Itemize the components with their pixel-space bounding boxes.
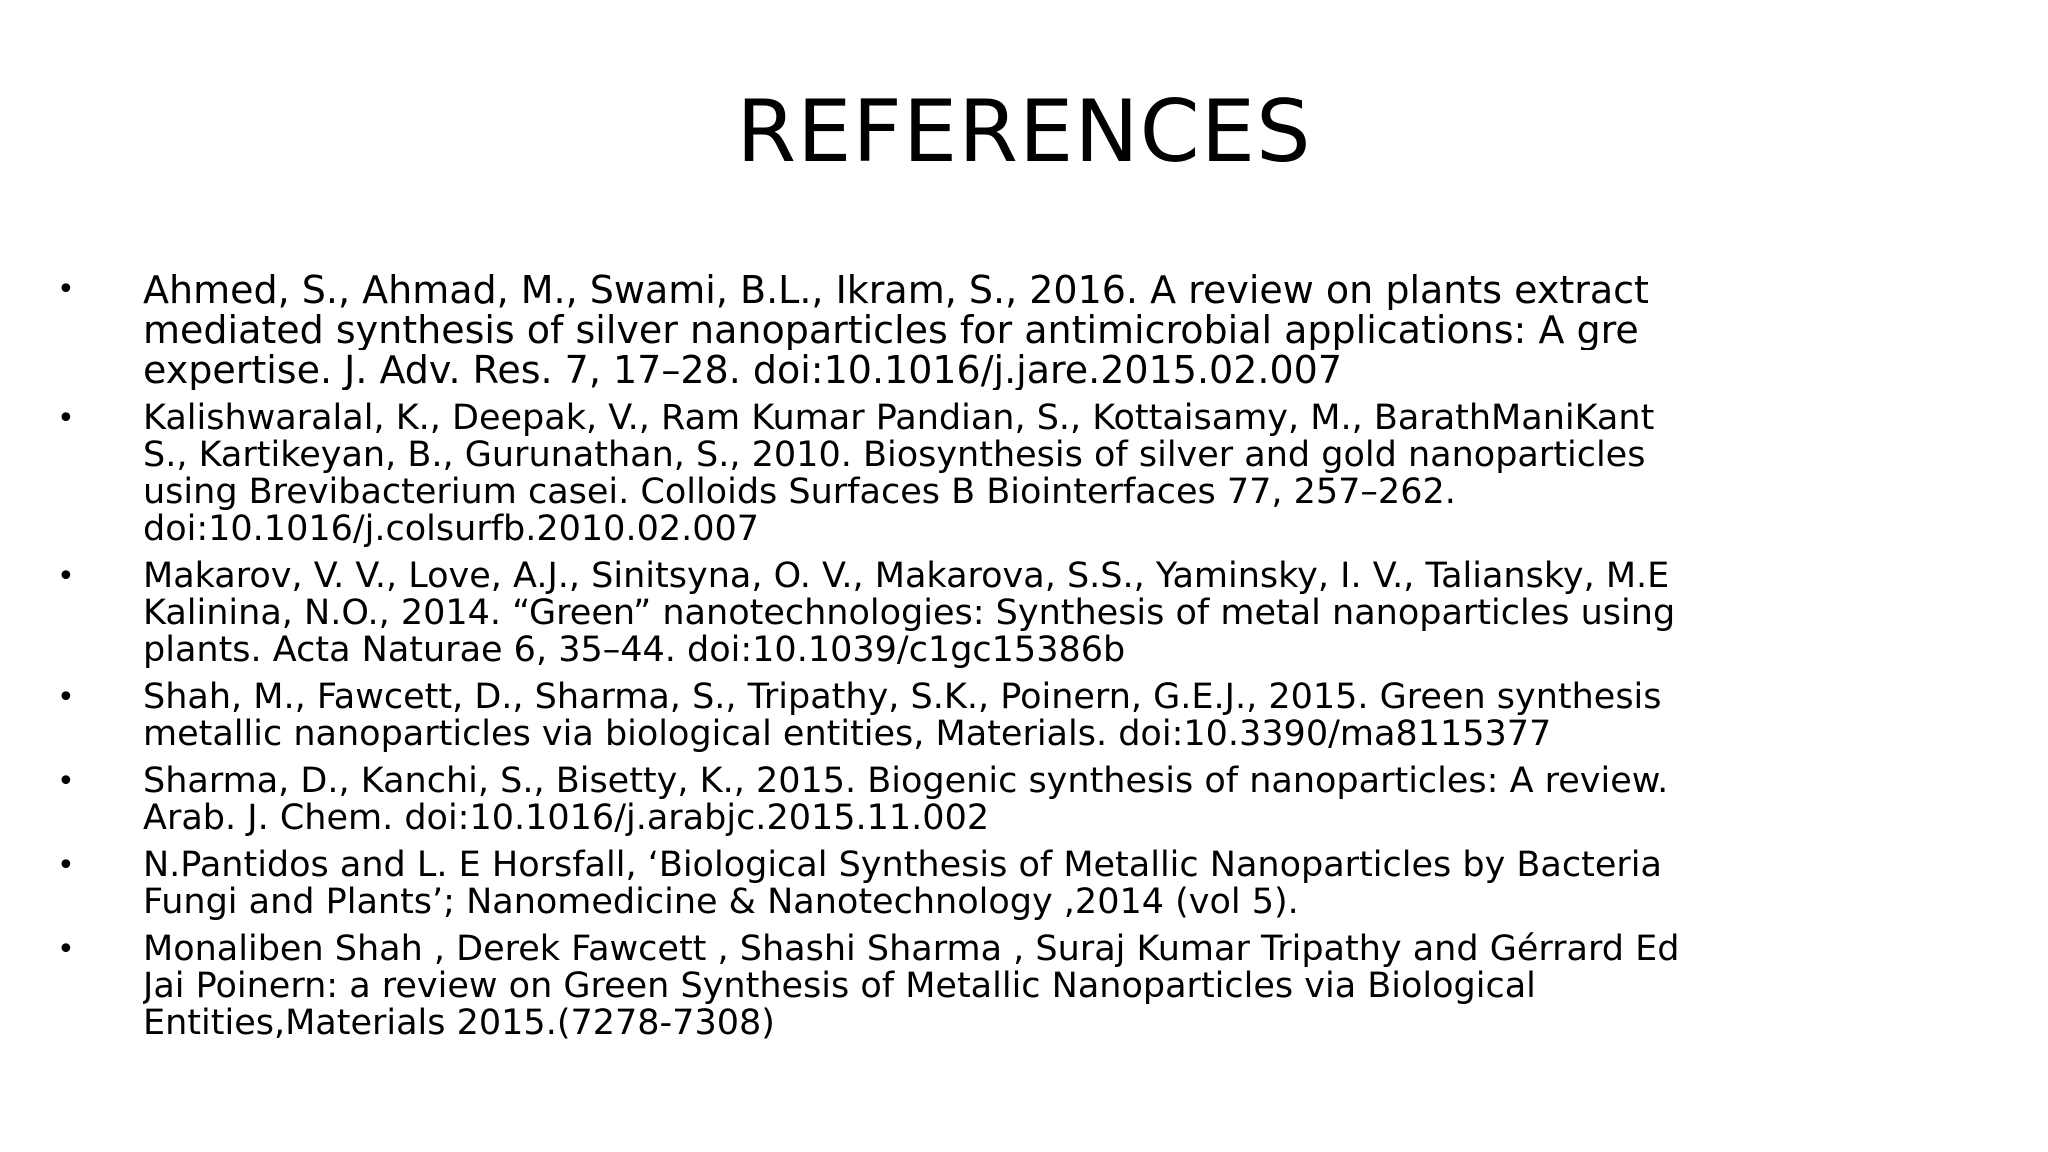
reference-item-7 xyxy=(0,931,2048,1042)
reference-line: Jai Poinern: a review on Green Synthesis of Metallic Nanoparticles via Biological xyxy=(143,968,1536,1005)
reference-line: Shah, M., Fawcett, D., Sharma, S., Tripathy, S.K., Poinern, G.E.J., 2015. Green synthesis xyxy=(143,679,1662,716)
reference-line: using Brevibacterium casei. Colloids Surfaces B Biointerfaces 77, 257–262. xyxy=(143,474,1456,511)
reference-line: Sharma, D., Kanchi, S., Bisetty, K., 2015. Biogenic synthesis of nanoparticles: A review. xyxy=(143,763,1669,800)
page-title: REFERENCES xyxy=(736,82,1312,182)
reference-line: expertise. J. Adv. Res. 7, 17–28. doi:10.1016/j.jare.2015.02.007 xyxy=(143,350,1343,390)
bullet-icon: • xyxy=(57,764,75,799)
reference-line: Monaliben Shah , Derek Fawcett , Shashi Sharma , Suraj Kumar Tripathy and Gérrard Ed xyxy=(143,931,1680,968)
reference-line: S., Kartikeyan, B., Gurunathan, S., 2010. Biosynthesis of silver and gold nanoparticles xyxy=(143,437,1646,474)
bullet-icon: • xyxy=(57,559,75,594)
reference-line: Fungi and Plants’; Nanomedicine & Nanotechnology ,2014 (vol 5). xyxy=(143,884,1299,921)
bullet-icon: • xyxy=(57,848,75,883)
reference-line: mediated synthesis of silver nanoparticles for antimicrobial applications: A gre xyxy=(143,310,1639,350)
reference-list xyxy=(0,270,2048,1052)
reference-line: Kalinina, N.O., 2014. “Green” nanotechnologies: Synthesis of metal nanoparticles using xyxy=(143,595,1676,632)
reference-item-5 xyxy=(0,763,2048,837)
reference-item-4 xyxy=(0,679,2048,753)
reference-line: N.Pantidos and L. E Horsfall, ‘Biological Synthesis of Metallic Nanoparticles by Bacteria xyxy=(143,847,1662,884)
reference-line: Entities,Materials 2015.(7278-7308) xyxy=(143,1005,775,1042)
bullet-icon: • xyxy=(57,680,75,715)
reference-item-1 xyxy=(0,270,2048,390)
reference-item-2 xyxy=(0,400,2048,548)
bullet-icon: • xyxy=(57,272,75,307)
reference-line: metallic nanoparticles via biological entities, Materials. doi:10.3390/ma8115377 xyxy=(143,716,1552,753)
reference-item-3 xyxy=(0,558,2048,669)
reference-line: doi:10.1016/j.colsurfb.2010.02.007 xyxy=(143,511,760,548)
reference-line: Makarov, V. V., Love, A.J., Sinitsyna, O. V., Makarova, S.S., Yaminsky, I. V., Taliansky, M.E xyxy=(143,558,1670,595)
reference-line: Kalishwaralal, K., Deepak, V., Ram Kumar Pandian, S., Kottaisamy, M., BarathManiKant xyxy=(143,400,1655,437)
bullet-icon: • xyxy=(57,401,75,436)
bullet-icon: • xyxy=(57,932,75,967)
reference-line: Arab. J. Chem. doi:10.1016/j.arabjc.2015.11.002 xyxy=(143,800,990,837)
reference-item-6 xyxy=(0,847,2048,921)
reference-line: Ahmed, S., Ahmad, M., Swami, B.L., Ikram, S., 2016. A review on plants extract xyxy=(143,270,1649,310)
reference-line: plants. Acta Naturae 6, 35–44. doi:10.1039/c1gc15386b xyxy=(143,632,1126,669)
